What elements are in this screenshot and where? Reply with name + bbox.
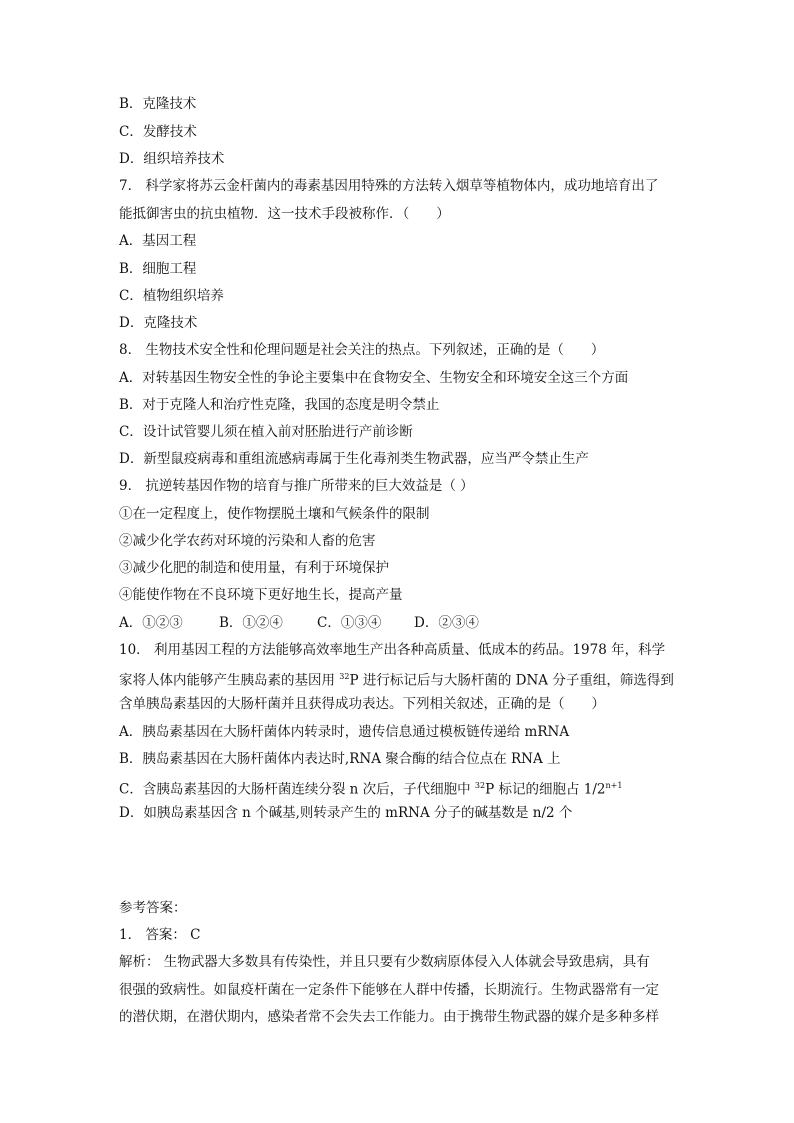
q9-item-1: ①在一定程度上，使作物摆脱土壤和气候条件的限制 — [119, 506, 430, 522]
answers-heading: 参考答案： — [119, 900, 187, 916]
q8-stem: 8． 生物技术安全性和伦理问题是社会关注的热点。下列叙述，正确的是（ ） — [119, 342, 605, 358]
q10-option-b: B．胰岛素基因在大肠杆菌体内表达时,RNA 聚合酶的结合位点在 RNA 上 — [119, 751, 561, 767]
q7-stem-line1: 7． 科学家将苏云金杆菌内的毒素基因用特殊的方法转入烟草等植物体内，成功地培育出了 — [119, 178, 659, 194]
q9-option-c: C．①③④ — [317, 615, 382, 631]
q6-option-c: C．发酵技术 — [119, 124, 197, 140]
answer-1-explanation-line2: 很强的致病性。如鼠疫杆菌在一定条件下能够在人群中传播，长期流行。生物武器常有一定 — [119, 982, 659, 998]
q7-option-d: D．克隆技术 — [119, 315, 198, 331]
q9-option-d: D．②③④ — [414, 615, 479, 631]
q7-option-b: B．细胞工程 — [119, 261, 197, 277]
q9-item-3: ③减少化肥的制造和使用量，有利于环境保护 — [119, 560, 389, 576]
q9-item-2: ②减少化学农药对环境的污染和人畜的危害 — [119, 533, 376, 549]
q10-stem-line1: 10． 利用基因工程的方法能够高效率地生产出各种高质量、低成本的药品。1978 年，科学 — [119, 642, 666, 658]
q8-option-c: C．设计试管婴儿须在植入前对胚胎进行产前诊断 — [119, 424, 413, 440]
q10-option-c: C．含胰岛素基因的大肠杆菌连续分裂 n 次后，子代细胞中 $^{32}$P 标记的细胞占 $1/2^{n+1}$ — [119, 781, 623, 798]
q9-options-row — [119, 614, 679, 632]
q7-option-c: C．植物组织培养 — [119, 288, 224, 304]
answer-1-explanation-line3: 的潜伏期，在潜伏期内，感染者常不会失去工作能力。由于携带生物武器的媒介是多种多样 — [119, 1009, 659, 1025]
q8-option-d: D．新型鼠疫病毒和重组流感病毒属于生化毒剂类生物武器，应当严令禁止生产 — [119, 451, 589, 467]
q6-option-d: D．组织培养技术 — [119, 151, 225, 167]
q8-option-a: A．对转基因生物安全性的争论主要集中在食物安全、生物安全和环境安全这三个方面 — [119, 370, 629, 386]
q9-stem: 9． 抗逆转基因作物的培育与推广所带来的巨大效益是（ ） — [119, 478, 474, 494]
q7-option-a: A．基因工程 — [119, 233, 197, 249]
q10-option-d: D．如胰岛素基因含 n 个碱基,则转录产生的 mRNA 分子的碱基数是 n/2 个 — [119, 805, 573, 821]
q9-item-4: ④能使作物在不良环境下更好地生长，提高产量 — [119, 587, 403, 603]
answer-1-explanation-line1: 解析： 生物武器大多数具有传染性，并且只要有少数病原体侵入人体就会导致患病，具有 — [119, 954, 650, 970]
q6-option-b: B．克隆技术 — [119, 96, 197, 112]
q10-option-a: A．胰岛素基因在大肠杆菌体内转录时，遗传信息通过模板链传递给 mRNA — [119, 724, 570, 740]
q10-stem-line3: 含单胰岛素基因的大肠杆菌并且获得成功表达。下列相关叙述，正确的是（ ） — [119, 696, 605, 712]
q7-stem-line2: 能抵御害虫的抗虫植物．这一技术手段被称作．（ ） — [119, 206, 450, 222]
q9-option-a: A．①②③ — [119, 615, 183, 631]
q10-stem-line2: 家将人体内能够产生胰岛素的基因用 $^{32}$P 进行标记后与大肠杆菌的 DNA 分子重组，筛选得到 — [119, 672, 674, 689]
answer-1: 1． 答案： C — [119, 927, 201, 943]
q8-option-b: B．对于克隆人和治疗性克隆，我国的态度是明令禁止 — [119, 397, 440, 413]
q9-option-b: B．①②④ — [219, 615, 283, 631]
